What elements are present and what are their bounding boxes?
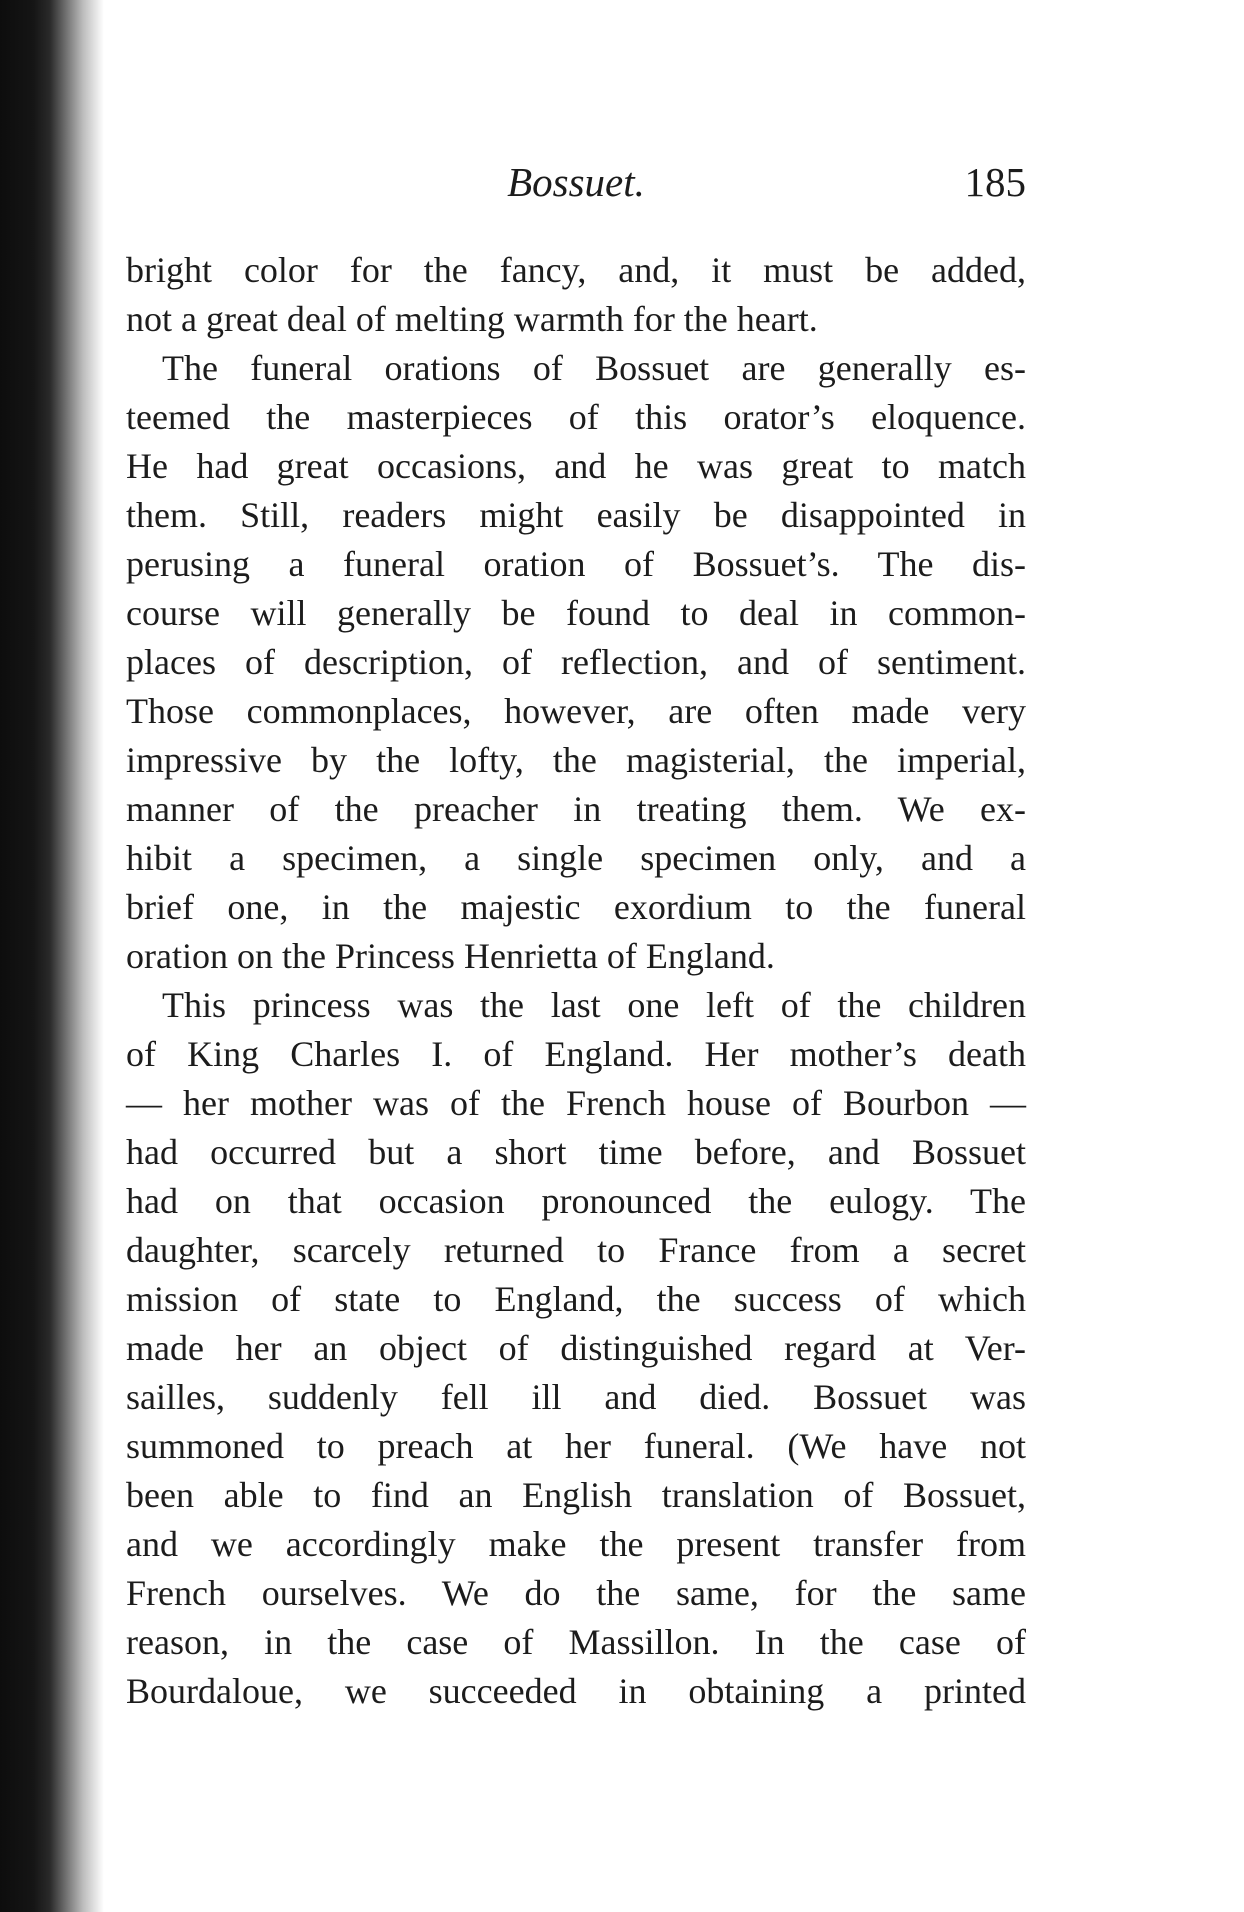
text-line: teemed the masterpieces of this orator’s eloquence.: [126, 397, 1026, 437]
text-line: French ourselves. We do the same, for the same: [126, 1573, 1026, 1613]
text-line: of King Charles I. of England. Her mother’s death: [126, 1034, 1026, 1074]
text-line: them. Still, readers might easily be disappointed in: [126, 495, 1026, 535]
text-line: hibit a specimen, a single specimen only, and a: [126, 838, 1026, 878]
text-line: bright color for the fancy, and, it must be added,: [126, 250, 1026, 290]
text-line: oration on the Princess Henrietta of England.: [126, 936, 775, 976]
text-line: summoned to preach at her funeral. (We have not: [126, 1426, 1026, 1466]
running-head: [126, 154, 1026, 210]
text-line: impressive by the lofty, the magisterial, the imperial,: [126, 740, 1026, 780]
page-number: 185: [964, 159, 1026, 205]
text-line: made her an object of distinguished regard at Ver-: [126, 1328, 1026, 1368]
text-line: He had great occasions, and he was great to match: [126, 446, 1026, 486]
text-line: reason, in the case of Massillon. In the case of: [126, 1622, 1026, 1662]
text-line: manner of the preacher in treating them. We ex-: [126, 789, 1026, 829]
text-line: course will generally be found to deal in common-: [126, 593, 1026, 633]
text-line: This princess was the last one left of the children: [162, 985, 1026, 1025]
book-binding-shadow: [0, 0, 104, 1912]
text-line: perusing a funeral oration of Bossuet’s. The dis-: [126, 544, 1026, 584]
text-line: brief one, in the majestic exordium to the funeral: [126, 887, 1026, 927]
text-line: not a great deal of melting warmth for the heart.: [126, 299, 818, 339]
text-line: Bourdaloue, we succeeded in obtaining a printed: [126, 1671, 1026, 1711]
text-line: been able to find an English translation of Bossuet,: [126, 1475, 1026, 1515]
text-line: had occurred but a short time before, and Bossuet: [126, 1132, 1026, 1172]
text-line: The funeral orations of Bossuet are generally es-: [162, 348, 1026, 388]
text-line: and we accordingly make the present transfer from: [126, 1524, 1026, 1564]
text-line: daughter, scarcely returned to France from a secret: [126, 1230, 1026, 1270]
body-text: [126, 246, 1026, 1716]
text-line: places of description, of reflection, and of sentiment.: [126, 642, 1026, 682]
text-line: Those commonplaces, however, are often made very: [126, 691, 1026, 731]
text-line: mission of state to England, the success of which: [126, 1279, 1026, 1319]
text-line: sailles, suddenly fell ill and died. Bossuet was: [126, 1377, 1026, 1417]
text-line: had on that occasion pronounced the eulogy. The: [126, 1181, 1026, 1221]
text-line: — her mother was of the French house of Bourbon —: [126, 1083, 1026, 1123]
running-title: Bossuet.: [507, 159, 645, 205]
